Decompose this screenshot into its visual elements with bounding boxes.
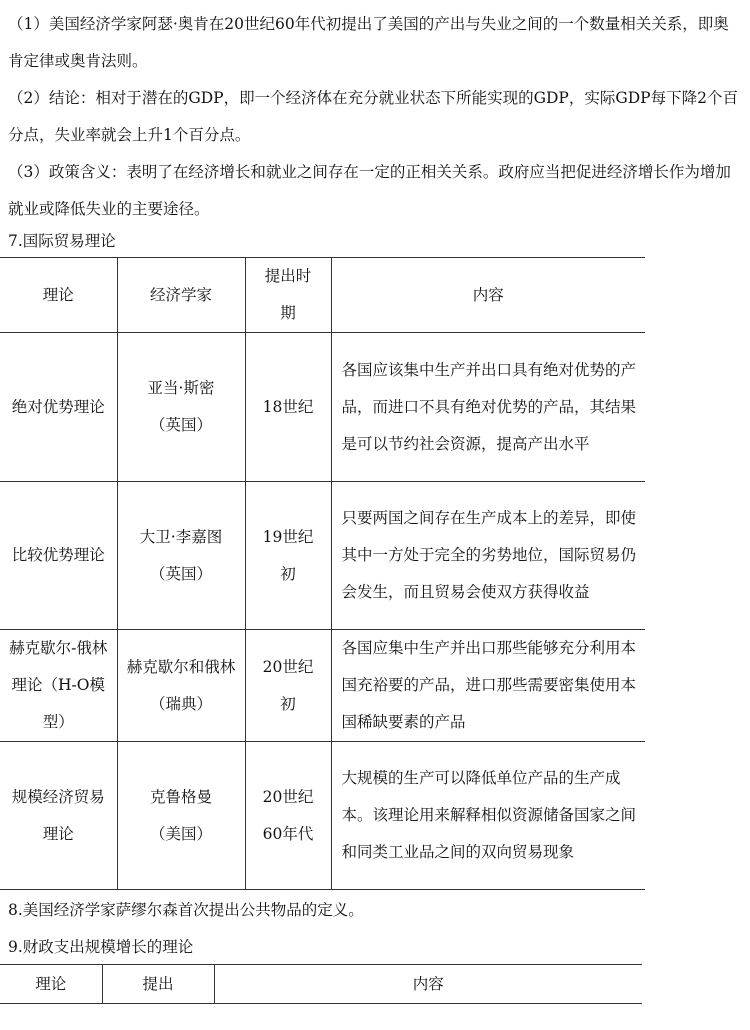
header-period: 提出时期: [245, 258, 331, 333]
theory-cell: 赫克歇尔-俄林理论（H-O模型）: [0, 630, 117, 742]
okun-paragraph-2: （2）结论：相对于潜在的GDP，即一个经济体在充分就业状态下所能实现的GDP，实际GDP每下降2个百分点，失业率就会上升1个百分点。: [8, 89, 738, 144]
content-cell: 各国应该集中生产并出口具有绝对优势的产品，而进口不具有绝对优势的产品，其结果是可以节约社会资源，提高产出水平: [331, 333, 645, 482]
header-economist: 经济学家: [117, 258, 245, 333]
table-row: [0, 742, 645, 890]
period-cell: 20世纪60年代: [245, 742, 331, 890]
theory-cell: 比较优势理论: [0, 482, 117, 630]
economist-name: 大卫·李嘉图: [139, 527, 223, 546]
section-7-heading: 7.国际贸易理论: [8, 232, 116, 250]
theory-cell: 规模经济贸易理论: [0, 742, 117, 890]
table-header-row: [0, 965, 642, 1004]
header-proposer: 提出: [102, 965, 214, 1004]
content-cell: 只要两国之间存在生产成本上的差异，即使其中一方处于完全的劣势地位，国际贸易仍会发生，而且贸易会使双方获得收益: [331, 482, 645, 630]
economist-cell: [117, 333, 245, 482]
economist-country: （英国）: [149, 416, 212, 434]
expenditure-theory-table: [0, 964, 642, 1004]
okun-paragraph-1: （1）美国经济学家阿瑟·奥肯在20世纪60年代初提出了美国的产出与失业之间的一个数量相关关系，即奥肯定律或奥肯法则。: [8, 15, 729, 70]
economist-country: （美国）: [149, 824, 212, 843]
economist-country: （瑞典）: [149, 694, 212, 713]
content-cell: 各国应集中生产并出口那些能够充分利用本国充裕要的产品，进口那些需要密集使用本国稀缺要素的产品: [331, 630, 645, 742]
header-theory: 理论: [0, 258, 117, 333]
theory-cell: 绝对优势理论: [0, 333, 117, 482]
table-row: [0, 482, 645, 630]
economist-cell: [117, 630, 245, 742]
header-theory: 理论: [0, 965, 102, 1004]
content-cell: 大规模的生产可以降低单位产品的生产成本。该理论用来解释相似资源储备国家之间和同类工业品之间的双向贸易现象: [331, 742, 645, 890]
economist-cell: [117, 742, 245, 890]
header-content: 内容: [214, 965, 642, 1004]
okun-paragraph-3: （3）政策含义：表明了在经济增长和就业之间存在一定的正相关关系。政府应当把促进经济增长作为增加就业或降低失业的主要途径。: [8, 163, 731, 218]
header-content: 内容: [331, 258, 645, 333]
period-cell: 19世纪初: [245, 482, 331, 630]
table-row: [0, 630, 645, 742]
table-row: [0, 333, 645, 482]
trade-theory-table: [0, 257, 645, 890]
economist-name: 亚当·斯密: [147, 379, 215, 397]
section-9-heading: 9.财政支出规模增长的理论: [8, 938, 194, 956]
section-8-text: 8.美国经济学家萨缪尔森首次提出公共物品的定义。: [8, 901, 364, 919]
table-header-row: [0, 258, 645, 333]
economist-country: （英国）: [149, 564, 212, 583]
period-cell: 20世纪初: [245, 630, 331, 742]
economist-name: 克鲁格曼: [149, 787, 212, 806]
period-cell: 18世纪: [245, 333, 331, 482]
economist-name: 赫克歇尔和俄林: [126, 657, 236, 676]
economist-cell: [117, 482, 245, 630]
